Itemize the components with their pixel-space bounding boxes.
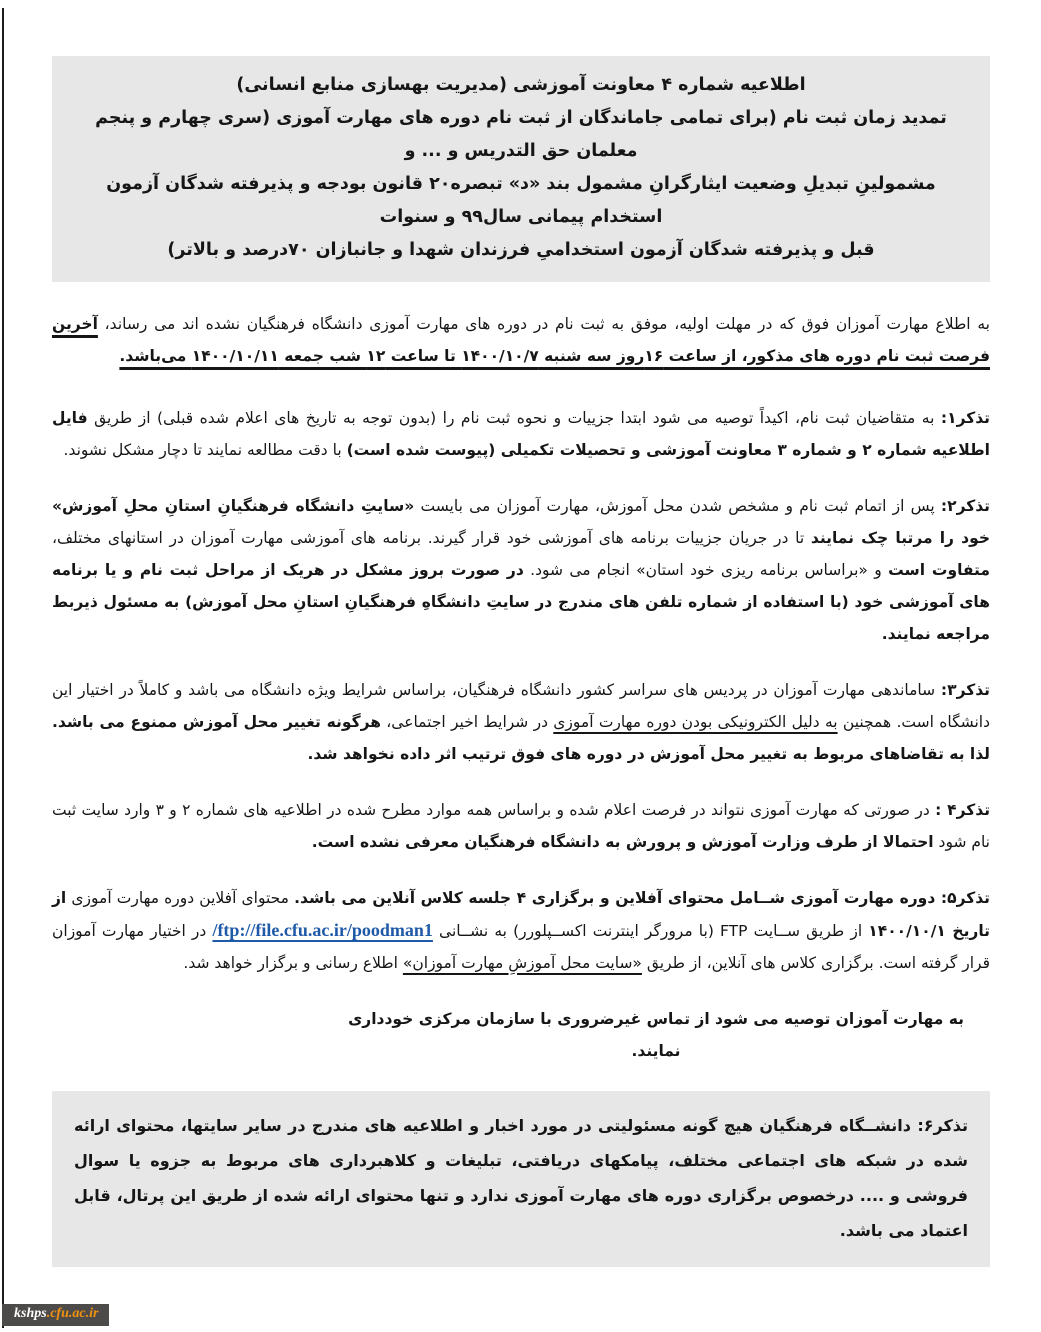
header-line-4: قبل و پذیرفته شدگان آزمون استخدامیِ فرزندان شهدا و جانبازان ۷۰درصد و بالاتر): [167, 240, 875, 260]
notice-1-text-2: با دقت مطالعه نمایند تا دچار مشکل نشوند.: [63, 441, 347, 459]
notice-3-text-2: در شرایط اخیر اجتماعی،: [380, 713, 554, 731]
notice-1-text-1: به متقاضیان ثبت نام، اکیداً توصیه می شود ابتدا جزییات و نحوه ثبت نام را (بدون توجه به تاریخ های اعلام شده قبلی) از طریق: [87, 409, 941, 427]
notice-1-label: تذکر۱:: [940, 409, 990, 427]
header-notice-box: [52, 56, 990, 282]
notice-4-paragraph: [52, 794, 990, 858]
notice-4-text-1: در صورتی که مهارت آموزی نتواند در فرصت اعلام شده و براساس همه موارد مطرح شده در اطلاعیه های شماره ۲ و ۳ وارد سایت ثبت نام شود: [52, 801, 990, 851]
intro-paragraph: [52, 308, 990, 372]
header-line-3: مشمولینِ تبدیلِ وضعیت ایثارگرانِ مشمول بند «د» تبصره۲۰ قانون بودجه و پذیرفته شدگان آزمون استخدام پیمانی سال۹۹ و سنوات: [106, 174, 936, 227]
ftp-link[interactable]: /ftp://file.cfu.ac.ir/poodman1: [212, 920, 433, 940]
notice-2-problem-emphasis: در صورت بروز مشکل در هریک از مراحل ثبت نام و یا برنامه های آموزشی خود (با استفاده از شماره تلفن های مندرج در سایتِ دانشگاهِ فرهنگیانِ استانِ محل آموزش) به مسئول ذیربط مراجعه نمایند.: [52, 561, 990, 643]
page-left-border: [2, 8, 4, 1328]
header-line-2: تمدید زمان ثبت نام (برای تمامی جاماندگان از ثبت نام دوره های مهارت آموزی (سری چهارم و پنجم معلمان حق التدریس و ... و: [95, 108, 947, 161]
header-line-1: اطلاعیه شماره ۴ معاونت آموزشی (مدیریت بهسازی منابع انسانی): [236, 75, 806, 95]
notice-1-attachment-emphasis: فایل اطلاعیه شماره ۲ و شماره ۳ معاونت آموزشی و تحصیلات تکمیلی (پیوست شده است): [52, 409, 990, 459]
notice-5-text-3: در اختیار مهارت آموزان قرار گرفته است. برگزاری کلاس های آنلاین، از طریق: [52, 922, 990, 972]
notice-5-text-4: اطلاع رسانی و برگزار خواهد شد.: [183, 954, 403, 972]
announcement-document: [52, 56, 990, 1267]
notice-2-different-emphasis: متفاوت است: [888, 561, 990, 579]
notice-2-paragraph: [52, 490, 990, 650]
notice-2-text-3: و «براساس برنامه ریزی خود استان» انجام می شود.: [523, 561, 889, 579]
notice-5-label: تذکر۵: دوره مهارت آموزی شــامل محتوای آفلاین و برگزاری ۴ جلسه کلاس آنلاین می باشد.: [294, 889, 990, 907]
notice-4-label: تذکر۴ :: [935, 801, 991, 819]
notice-5-closing-advice: به مهارت آموزان توصیه می شود از تماس غیرضروری با سازمان مرکزی خودداری نمایند.: [348, 1010, 964, 1060]
notice-2-site-emphasis: «سایتِ دانشگاه فرهنگیانِ استانِ محلِ آموزش» خود را مرتبا چک نمایند: [52, 497, 990, 547]
notice-6-text: تذکر۶: دانشــگاه فرهنگیان هیچ گونه مسئولیتی در مورد اخبار و اطلاعیه های مندرج در سایر سایتها، محتوای ارائه شده در شبکه های اجتماعی مختلف، پیامکهای دریافتی، تبلیغات و کلاهبرداری های مربوط به جزوه یا سوال فروشی و .... درخصوص برگزاری دوره های مهارت آموزی ندارد و تنها محتوای ارائه شده از طریق این پرتال، قابل اعتماد می باشد.: [74, 1116, 968, 1240]
notice-5-date-emphasis: از تاریخ ۱۴۰۰/۱۰/۱: [52, 889, 990, 940]
notice-5-text-2: از طریق ســایت FTP (با مرورگر اینترنت اکســپلورر) به نشــانی: [432, 922, 869, 940]
notice-2-label: تذکر۲:: [940, 497, 990, 515]
notice-3-electronic-underline: به دلیل الکترونیکی بودن دوره مهارت آموزی: [553, 713, 838, 731]
notice-5-site-underline: «سایت محل آموزشِ مهارت آموزان»: [402, 954, 642, 972]
notice-6-disclaimer-box: [52, 1091, 990, 1267]
site-badge: [2, 1304, 109, 1326]
notice-3-text-1: ساماندهی مهارت آموزان در پردیس های سراسر کشور دانشگاه فرهنگیان، براساس شرایط ویژه دانشگاه می باشد و کاملاً در اختیار این دانشگاه است. همچنین: [52, 681, 990, 731]
notice-3-forbidden-emphasis: هرگونه تغییر محل آموزش ممنوع می باشد. لذا به تقاضاهای مربوط به تغییر محل آموزش در دوره های فوق ترتیب اثر داده نخواهد شد.: [52, 713, 990, 763]
site-badge-prefix: kshps: [14, 1306, 47, 1321]
site-badge-suffix: .cfu.ac.ir: [46, 1306, 99, 1321]
notice-3-label: تذکر۳:: [940, 681, 990, 699]
notice-2-text-1: پس از اتمام ثبت نام و مشخص شدن محل آموزش، مهارت آموزان می بایست: [414, 497, 941, 515]
notice-2-text-2: تا در جریان جزییات برنامه های آموزشی خود قرار گیرند. برنامه های آموزشی مهارت آموزان در استانهای مختلف،: [52, 529, 811, 547]
notice-5-paragraph: [52, 882, 990, 979]
notice-4-ministry-emphasis: احتمالا از طرف وزارت آموزش و پرورش به دانشگاه فرهنگیان معرفی نشده است.: [311, 833, 934, 851]
intro-deadline-emphasis: آخرین فرصت ثبت نام دوره های مذکور، از ساعت ۱۶روز سه شنبه ۱۴۰۰/۱۰/۷ تا ساعت ۱۲ شب جمعه ۱۴۰۰/۱۰/۱۱ می‌باشد.: [52, 315, 990, 365]
notice-1-paragraph: [52, 402, 990, 466]
intro-text: به اطلاع مهارت آموزان فوق که در مهلت اولیه، موفق به ثبت نام در دوره های مهارت آموزی دانشگاه فرهنگیان نشده اند می رساند،: [97, 315, 990, 333]
notice-5-text-1: محتوای آفلاین دوره مهارت آموزی: [66, 889, 295, 907]
notice-3-paragraph: [52, 674, 990, 770]
